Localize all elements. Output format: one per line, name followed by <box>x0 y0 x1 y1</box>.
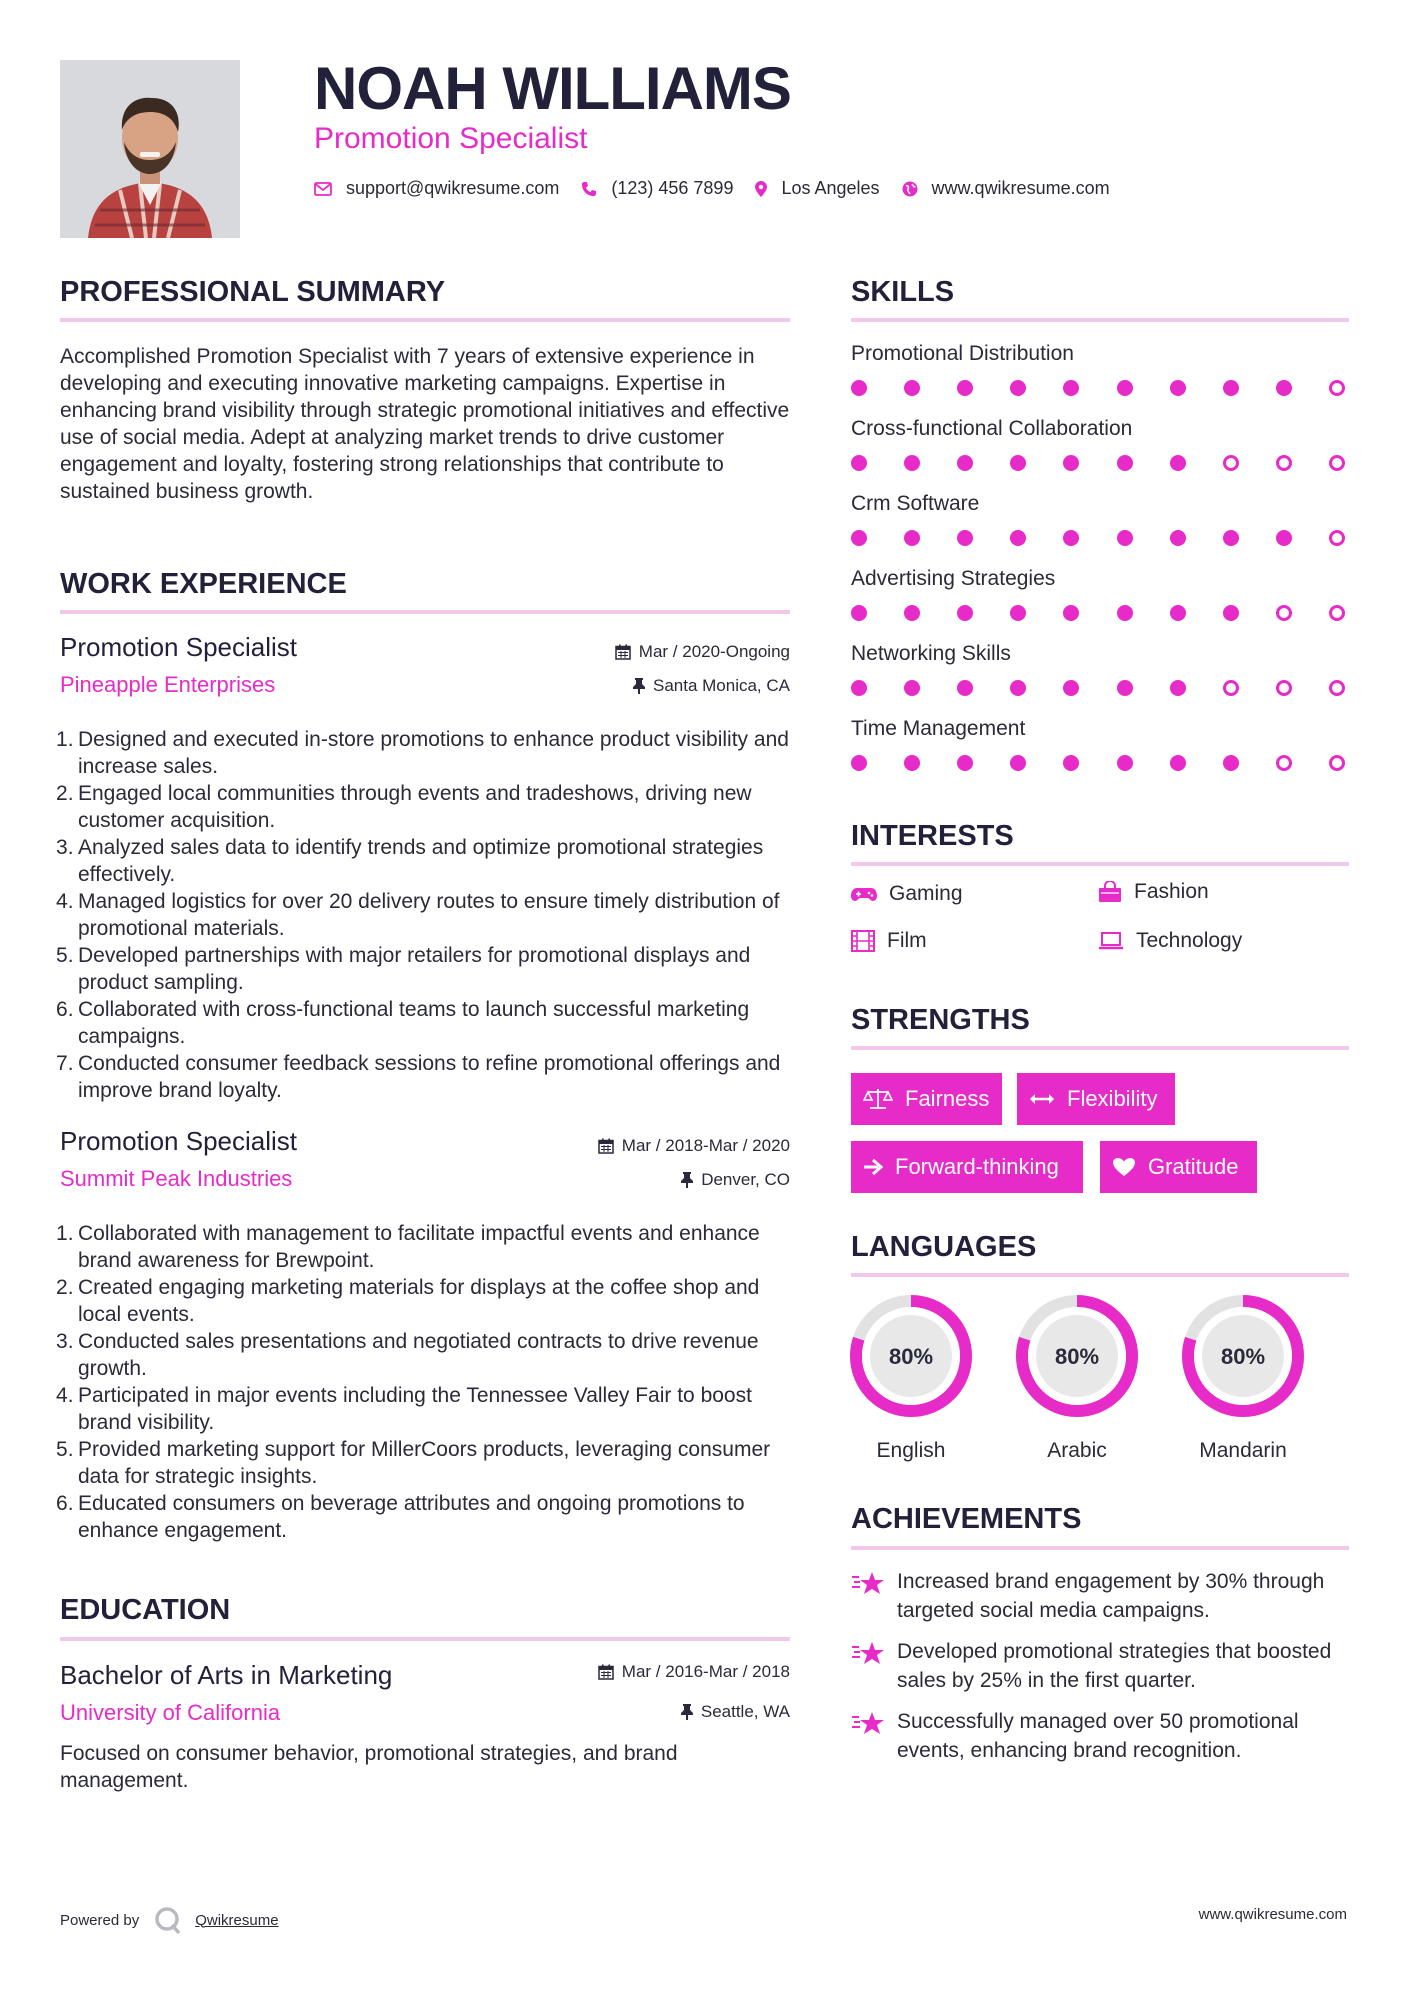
list-item: Engaged local communities through events and tradeshows, driving new customer acquisition. <box>78 782 752 832</box>
arrow-right-icon <box>863 1158 883 1176</box>
skills-heading: SKILLS <box>851 276 955 308</box>
achievement-item <box>851 1567 1349 1625</box>
achievement-item <box>851 1637 1349 1695</box>
skill-rating <box>851 530 1345 546</box>
skill-dot-filled <box>957 605 973 621</box>
skill-dot-filled <box>904 380 920 396</box>
contact-phone[interactable] <box>581 178 733 199</box>
education-dates <box>598 1662 790 1682</box>
skill-dot-filled <box>904 605 920 621</box>
skill-dot-filled <box>1170 455 1186 471</box>
skill-dot-empty <box>1223 455 1239 471</box>
strength-label: Flexibility <box>1067 1086 1158 1111</box>
pushpin-icon <box>681 1172 693 1188</box>
list-item: Conducted consumer feedback sessions to refine promotional offerings and improve brand loyalty. <box>78 1052 781 1102</box>
email-text: support@qwikresume.com <box>346 178 560 198</box>
skill-rating <box>851 605 1345 621</box>
skill-dot-filled <box>1010 530 1026 546</box>
contact-website[interactable] <box>902 178 1110 199</box>
strength-tag <box>851 1141 1083 1193</box>
skill-dot-filled <box>957 755 973 771</box>
skill-dot-filled <box>851 755 867 771</box>
qwikresume-logo-icon <box>153 1905 183 1935</box>
languages-heading: LANGUAGES <box>851 1231 1037 1263</box>
skill-row <box>851 492 1349 567</box>
skill-dot-filled <box>957 530 973 546</box>
language-ring <box>1015 1294 1139 1418</box>
list-item: Educated consumers on beverage attributes and ongoing promotions to enhance engagement. <box>78 1492 745 1542</box>
list-item: Managed logistics for over 20 delivery routes to ensure timely distribution of promotional materials. <box>78 890 780 940</box>
skill-dot-empty <box>1329 530 1345 546</box>
candidate-title: Promotion Specialist <box>314 122 588 155</box>
skill-dot-empty <box>1276 605 1292 621</box>
skill-dot-filled <box>957 380 973 396</box>
skill-rating <box>851 455 1345 471</box>
skill-name: Promotional Distribution <box>851 342 1074 365</box>
phone-text: (123) 456 7899 <box>611 178 734 198</box>
skill-dot-filled <box>904 755 920 771</box>
skills-divider <box>851 318 1349 322</box>
language-name: Arabic <box>1047 1439 1107 1462</box>
job-location <box>633 676 790 696</box>
school-name: University of California <box>60 1700 281 1725</box>
skill-dot-empty <box>1276 755 1292 771</box>
skill-dot-filled <box>851 605 867 621</box>
strength-label: Fairness <box>905 1086 990 1111</box>
heart-icon <box>1112 1157 1136 1177</box>
globe-icon <box>902 181 918 197</box>
job-company: Pineapple Enterprises <box>60 672 276 697</box>
job-dates <box>598 1136 790 1156</box>
language-ring <box>849 1294 973 1418</box>
skill-dot-filled <box>1063 680 1079 696</box>
interests-heading: INTERESTS <box>851 820 1014 852</box>
skill-dot-filled <box>957 455 973 471</box>
job-location-text: Santa Monica, CA <box>652 676 790 695</box>
skill-rating <box>851 380 1345 396</box>
skill-dot-filled <box>1223 755 1239 771</box>
skill-name: Advertising Strategies <box>851 567 1056 590</box>
achievements-heading: ACHIEVEMENTS <box>851 1503 1082 1535</box>
skill-name: Crm Software <box>851 492 980 515</box>
skill-dot-empty <box>1276 680 1292 696</box>
skill-dot-filled <box>1010 680 1026 696</box>
skill-dot-empty <box>1329 380 1345 396</box>
skill-dot-filled <box>1010 380 1026 396</box>
skill-dot-filled <box>1063 380 1079 396</box>
education-divider <box>60 1637 790 1641</box>
language-item <box>849 1294 973 1463</box>
language-percent: 80% <box>1054 1344 1100 1369</box>
profile-photo <box>60 60 240 238</box>
skill-dot-filled <box>1063 605 1079 621</box>
interest-label: Fashion <box>1134 880 1209 903</box>
website-text: www.qwikresume.com <box>931 178 1110 198</box>
job-dates <box>615 642 790 662</box>
skill-dot-filled <box>957 680 973 696</box>
skill-row <box>851 567 1349 642</box>
gamepad-icon <box>851 886 877 902</box>
skill-row <box>851 717 1349 792</box>
skill-dot-filled <box>1010 605 1026 621</box>
skill-dot-filled <box>1170 380 1186 396</box>
candidate-name: NOAH WILLIAMS <box>314 55 791 122</box>
skill-name: Time Management <box>851 717 1026 740</box>
job-responsibilities <box>60 1220 790 1544</box>
job-location-text: Denver, CO <box>701 1170 790 1189</box>
strength-label: Forward-thinking <box>895 1154 1059 1179</box>
footer-site-link[interactable]: www.qwikresume.com <box>1198 1906 1347 1923</box>
pushpin-icon <box>681 1704 693 1720</box>
skill-dot-empty <box>1329 605 1345 621</box>
calendar-icon <box>615 644 631 660</box>
interest-label: Gaming <box>889 882 963 905</box>
list-item: Analyzed sales data to identify trends and optimize promotional strategies effectively. <box>78 836 764 886</box>
skill-dot-empty <box>1329 455 1345 471</box>
skill-dot-filled <box>851 680 867 696</box>
contact-email[interactable] <box>314 178 559 199</box>
skill-dot-filled <box>1063 455 1079 471</box>
achievement-item <box>851 1707 1349 1765</box>
job-title: Promotion Specialist <box>60 1126 297 1156</box>
contact-location <box>755 178 879 199</box>
experience-heading: WORK EXPERIENCE <box>60 568 347 600</box>
language-item <box>1015 1294 1139 1463</box>
skill-dot-filled <box>1223 605 1239 621</box>
powered-by-text: Powered by <box>60 1911 140 1929</box>
language-percent: 80% <box>888 1344 934 1369</box>
arrows-horizontal-icon <box>1029 1092 1055 1106</box>
skills-list <box>851 342 1349 792</box>
skill-dot-filled <box>1117 680 1133 696</box>
education-entry <box>60 1660 790 1794</box>
list-item: Collaborated with management to facilitate impactful events and enhance brand awareness for Brewpoint. <box>78 1222 760 1272</box>
job-dates-text: Mar / 2018-Mar / 2020 <box>621 1136 790 1155</box>
language-name: Mandarin <box>1199 1439 1287 1462</box>
summary-text: Accomplished Promotion Specialist with 7 years of extensive experience in developing and executing innovative marketing campaigns. Expertise in enhancing brand visibility through strategic promotional initiatives and effective use of social media. Adept at analyzing market trends to drive customer engagement and loyalty, fostering strong relationships that contribute to sustained business growth. <box>60 345 790 503</box>
language-ring <box>1181 1294 1305 1418</box>
skill-dot-filled <box>1117 755 1133 771</box>
achievements-list <box>851 1567 1349 1765</box>
calendar-icon <box>598 1138 614 1154</box>
education-dates-text: Mar / 2016-Mar / 2018 <box>621 1662 790 1681</box>
skill-rating <box>851 755 1345 771</box>
languages-divider <box>851 1273 1349 1277</box>
job-company: Summit Peak Industries <box>60 1166 293 1191</box>
achievement-text: Successfully managed over 50 promotional events, enhancing brand recognition. <box>897 1710 1299 1762</box>
skill-dot-filled <box>1010 455 1026 471</box>
skill-dot-filled <box>1117 530 1133 546</box>
job-entry <box>60 632 790 1104</box>
balance-scale-icon <box>863 1088 893 1110</box>
language-percent: 80% <box>1220 1344 1266 1369</box>
skill-dot-filled <box>851 380 867 396</box>
skill-dot-filled <box>1170 530 1186 546</box>
skill-dot-filled <box>904 680 920 696</box>
interest-film <box>851 929 927 953</box>
strength-tag <box>1100 1141 1257 1193</box>
envelope-icon <box>314 182 332 196</box>
skill-dot-filled <box>1063 530 1079 546</box>
interest-fashion <box>1098 880 1209 904</box>
laptop-icon <box>1098 931 1124 951</box>
footer-brand-link[interactable]: Qwikresume <box>195 1911 279 1929</box>
skill-dot-filled <box>904 530 920 546</box>
pushpin-icon <box>633 678 645 694</box>
list-item: Conducted sales presentations and negotiated contracts to drive revenue growth. <box>78 1330 759 1380</box>
skill-dot-empty <box>1329 680 1345 696</box>
calendar-icon <box>598 1664 614 1680</box>
skill-name: Networking Skills <box>851 642 1011 665</box>
person-avatar-icon <box>60 60 240 238</box>
strengths-divider <box>851 1046 1349 1050</box>
shooting-star-icon <box>851 1709 885 1737</box>
degree-title: Bachelor of Arts in Marketing <box>60 1660 393 1690</box>
achievement-text: Developed promotional strategies that boosted sales by 25% in the first quarter. <box>897 1640 1332 1692</box>
skill-dot-filled <box>1170 605 1186 621</box>
interests-divider <box>851 862 1349 866</box>
skill-dot-filled <box>1063 755 1079 771</box>
skill-dot-filled <box>904 455 920 471</box>
list-item: Participated in major events including the Tennessee Valley Fair to boost brand visibility. <box>78 1384 752 1434</box>
experience-divider <box>60 610 790 614</box>
strengths-heading: STRENGTHS <box>851 1004 1030 1036</box>
skill-dot-filled <box>1170 755 1186 771</box>
education-description: Focused on consumer behavior, promotional strategies, and brand management. <box>60 1742 678 1792</box>
skill-dot-empty <box>1329 755 1345 771</box>
shooting-star-icon <box>851 1639 885 1667</box>
summary-divider <box>60 318 790 322</box>
interest-label: Film <box>887 929 927 952</box>
list-item: Created engaging marketing materials for displays at the coffee shop and local events. <box>78 1276 760 1326</box>
job-entry <box>60 1126 790 1544</box>
education-location <box>681 1702 790 1722</box>
list-item: Designed and executed in-store promotions to enhance product visibility and increase sales. <box>78 728 789 778</box>
list-item: Collaborated with cross-functional teams to launch successful marketing campaigns. <box>78 998 750 1048</box>
skill-dot-filled <box>1117 605 1133 621</box>
map-pin-icon <box>755 181 767 197</box>
contact-bar <box>314 178 1132 199</box>
interest-gaming <box>851 882 963 906</box>
education-heading: EDUCATION <box>60 1594 231 1626</box>
strength-label: Gratitude <box>1148 1154 1239 1179</box>
skill-row <box>851 642 1349 717</box>
skill-dot-filled <box>1117 455 1133 471</box>
achievement-text: Increased brand engagement by 30% through targeted social media campaigns. <box>897 1570 1325 1622</box>
phone-icon <box>581 181 597 197</box>
skill-dot-filled <box>1170 680 1186 696</box>
skill-dot-filled <box>1010 755 1026 771</box>
interest-technology <box>1098 929 1242 953</box>
skill-dot-filled <box>1276 530 1292 546</box>
film-icon <box>851 930 875 952</box>
shooting-star-icon <box>851 1569 885 1597</box>
skill-dot-filled <box>1223 380 1239 396</box>
skill-dot-filled <box>851 455 867 471</box>
language-name: English <box>876 1439 946 1462</box>
language-item <box>1181 1294 1305 1463</box>
shopping-bag-icon <box>1098 881 1122 903</box>
skill-dot-filled <box>1223 530 1239 546</box>
skill-name: Cross-functional Collaboration <box>851 417 1133 440</box>
footer-powered-by <box>60 1905 279 1935</box>
skill-dot-filled <box>1276 380 1292 396</box>
skill-dot-empty <box>1276 455 1292 471</box>
skill-dot-filled <box>1117 380 1133 396</box>
job-dates-text: Mar / 2020-Ongoing <box>638 642 790 661</box>
job-title: Promotion Specialist <box>60 632 297 662</box>
skill-row <box>851 342 1349 417</box>
achievements-divider <box>851 1546 1349 1550</box>
skill-row <box>851 417 1349 492</box>
skill-rating <box>851 680 1345 696</box>
education-location-text: Seattle, WA <box>700 1702 790 1721</box>
job-responsibilities <box>60 726 790 1104</box>
list-item: Developed partnerships with major retailers for promotional displays and product sampling. <box>78 944 751 994</box>
skill-dot-empty <box>1223 680 1239 696</box>
strength-tag <box>1017 1073 1175 1125</box>
job-location <box>681 1170 790 1190</box>
skill-dot-filled <box>851 530 867 546</box>
list-item: Provided marketing support for MillerCoors products, leveraging consumer data for strategic insights. <box>78 1438 771 1488</box>
interest-label: Technology <box>1136 929 1243 952</box>
summary-heading: PROFESSIONAL SUMMARY <box>60 276 446 308</box>
location-text: Los Angeles <box>781 178 880 198</box>
strength-tag <box>851 1073 1002 1125</box>
